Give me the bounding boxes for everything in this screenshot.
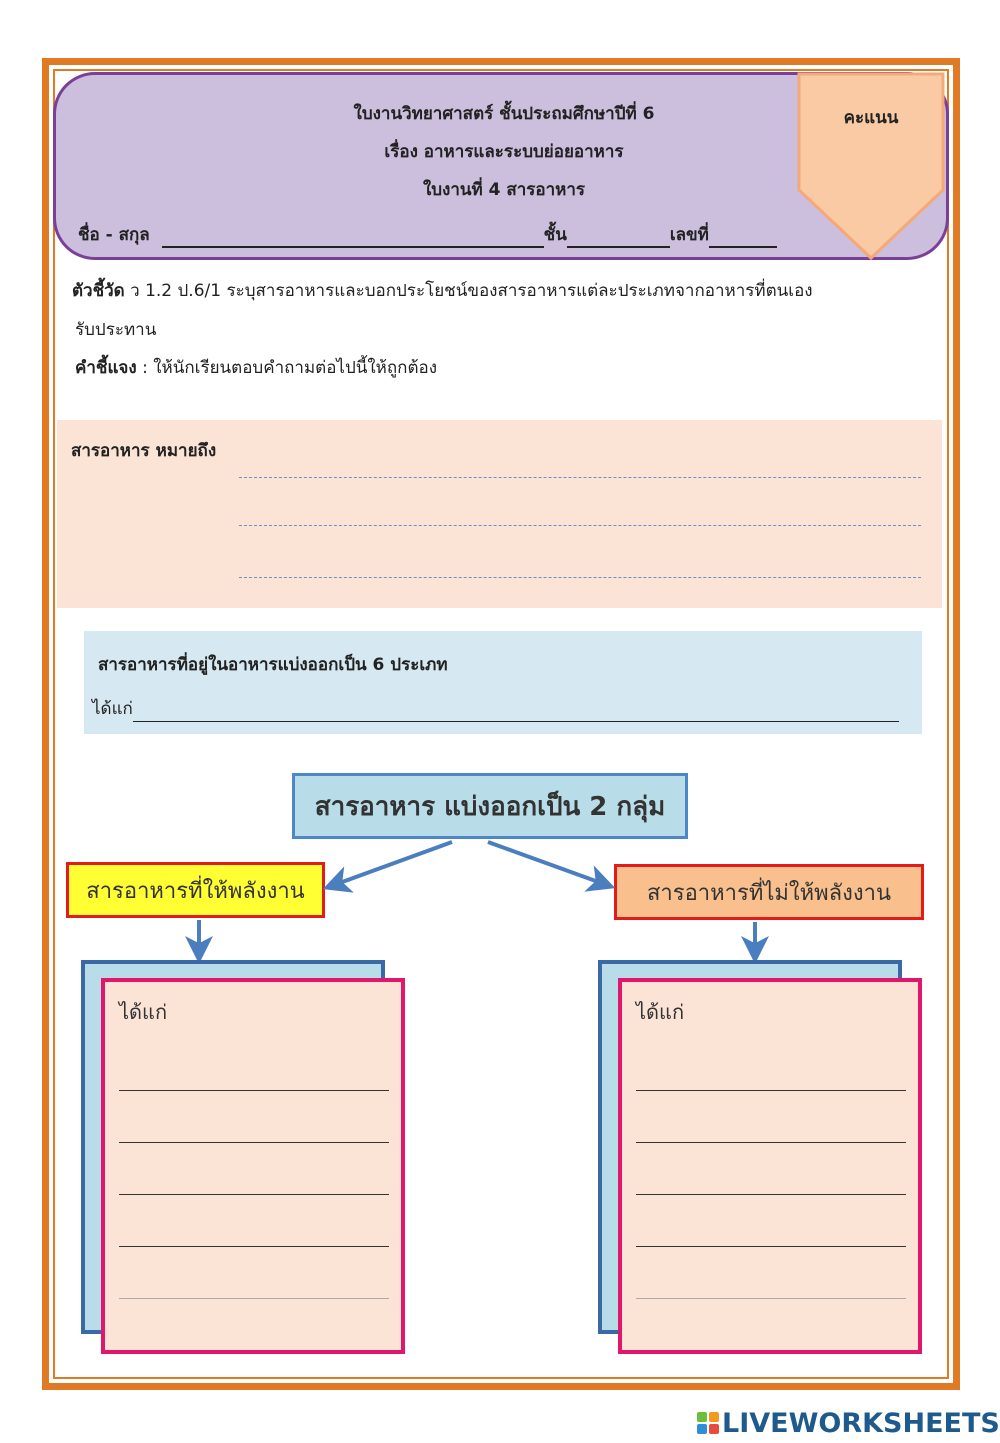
instruction-label: คำชี้แจง bbox=[75, 358, 137, 378]
number-label: เลขที่ bbox=[669, 225, 709, 245]
left-answer-card bbox=[101, 978, 405, 1354]
right-answer-line-3[interactable] bbox=[636, 1194, 906, 1195]
six-types-answer-label: ได้แก่ bbox=[92, 699, 133, 719]
left-card-label: ได้แก่ bbox=[119, 1000, 168, 1024]
energy-nutrients-box: สารอาหารที่ให้พลังงาน bbox=[66, 862, 325, 918]
left-answer-line-5[interactable] bbox=[119, 1298, 389, 1299]
right-answer-line-1[interactable] bbox=[636, 1090, 906, 1091]
arrow-to-non-energy bbox=[488, 842, 604, 884]
arrow-to-energy bbox=[334, 842, 452, 885]
left-answer-line-1[interactable] bbox=[119, 1090, 389, 1091]
indicator-label: ตัวชี้วัด bbox=[72, 281, 125, 301]
right-answer-line-4[interactable] bbox=[636, 1246, 906, 1247]
right-answer-card bbox=[618, 978, 922, 1354]
non-energy-nutrients-box: สารอาหารที่ไม่ให้พลังงาน bbox=[614, 864, 924, 920]
left-answer-line-3[interactable] bbox=[119, 1194, 389, 1195]
instruction-text: : ให้นักเรียนตอบคำถามต่อไปนี้ให้ถูกต้อง bbox=[142, 358, 438, 378]
right-card-label: ได้แก่ bbox=[636, 1000, 685, 1024]
two-groups-title-box: สารอาหาร แบ่งออกเป็น 2 กลุ่ม bbox=[292, 773, 688, 839]
definition-label: สารอาหาร หมายถึง bbox=[71, 441, 217, 461]
header-subject: ใบงานวิทยาศาสตร์ ชั้นประถมศึกษาปีที่ 6 bbox=[353, 104, 655, 124]
liveworksheets-logo-icon bbox=[697, 1412, 719, 1434]
right-answer-line-2[interactable] bbox=[636, 1142, 906, 1143]
name-label: ชื่อ - สกุล bbox=[78, 225, 150, 245]
right-answer-line-5[interactable] bbox=[636, 1298, 906, 1299]
header-worksheet-number: ใบงานที่ 4 สารอาหาร bbox=[422, 180, 586, 200]
header-topic: เรื่อง อาหารและระบบย่อยอาหาร bbox=[384, 142, 624, 162]
class-label: ชั้น bbox=[543, 225, 567, 245]
brand-text: LIVEWORKSHEETS bbox=[722, 1407, 1000, 1439]
indicator-text-cont: รับประทาน bbox=[75, 320, 157, 340]
score-label: คะแนน bbox=[843, 108, 899, 128]
left-answer-line-4[interactable] bbox=[119, 1246, 389, 1247]
indicator-text: ว 1.2 ป.6/1 ระบุสารอาหารและบอกประโยชน์ของสารอาหารแต่ละประเภทจากอาหารที่ตนเอง bbox=[130, 281, 813, 301]
six-types-title: สารอาหารที่อยู่ในอาหารแบ่งออกเป็น 6 ประเภท bbox=[98, 655, 448, 675]
liveworksheets-brand[interactable] bbox=[697, 1403, 1000, 1443]
left-answer-line-2[interactable] bbox=[119, 1142, 389, 1143]
